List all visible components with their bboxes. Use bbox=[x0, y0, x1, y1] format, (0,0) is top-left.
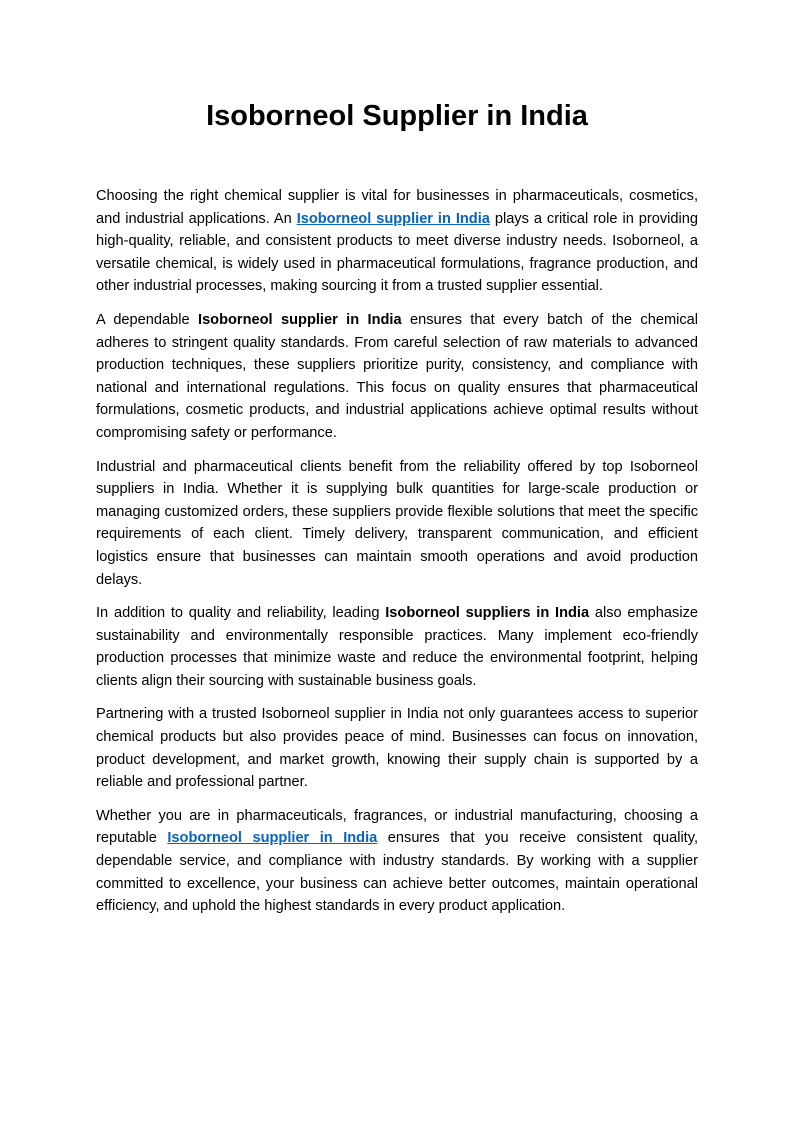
paragraph-text: Whether you are in pharmaceuticals, fragrances, or industrial manufacturing, choosing a reputable bbox=[96, 807, 698, 847]
paragraph-text: plays a critical role in providing high-quality, reliable, and consistent products to meet diverse industry needs. Isoborneol, a versatile chemical, is widely used in pharmaceutical formulations, fragrance production, and other industrial processes, making sourcing it from a trusted supplier essential. bbox=[96, 210, 698, 295]
paragraph-partnering: Partnering with a trusted Isoborneol supplier in India not only guarantees access to superior chemical products but also provides peace of mind. Businesses can focus on innovation, product development, and market growth, knowing their supply chain is supported by a reliable and professional partner. bbox=[96, 706, 698, 791]
paragraph-reliability: Industrial and pharmaceutical clients benefit from the reliability offered by top Isoborneol suppliers in India. Whether it is supplying bulk quantities for large-scale production or managing customized orders, these suppliers provide flexible solutions that meet the specific requirements of each client. Timely delivery, transparent communication, and efficient logistics ensure that businesses can maintain smooth operations and avoid production delays. bbox=[96, 458, 698, 588]
paragraph-quality bbox=[96, 309, 698, 445]
paragraph-text: Choosing the right chemical supplier is vital for businesses in pharmaceuticals, cosmetics, and industrial applications. An bbox=[96, 188, 698, 227]
isoborneol-supplier-link[interactable]: Isoborneol supplier in India bbox=[296, 210, 490, 227]
paragraph-conclusion bbox=[96, 805, 698, 918]
isoborneol-supplier-link[interactable]: Isoborneol supplier in India bbox=[167, 830, 378, 847]
paragraph-text: also emphasize sustainability and environmentally responsible practices. Many implement eco-friendly production processes that minimize waste and reduce the environmental footprint, helping clients align their sourcing with sustainable business goals. bbox=[96, 605, 698, 689]
paragraph-text: ensures that every batch of the chemical adheres to stringent quality standards. From careful selection of raw materials to advanced production techniques, these suppliers prioritize purity, consistency, and compliance with national and international regulations. This focus on quality ensures that pharmaceutical formulations, cosmetic products, and industrial applications achieve optimal results without compromising safety or performance. bbox=[96, 311, 699, 441]
page-title: Isoborneol Supplier in India bbox=[206, 100, 588, 132]
paragraph-text: In addition to quality and reliability, leading bbox=[96, 605, 386, 622]
document-body bbox=[96, 185, 698, 929]
paragraph-sustainability bbox=[96, 602, 698, 692]
bold-keyword: Isoborneol supplier in India bbox=[198, 311, 402, 328]
bold-keyword: Isoborneol suppliers in India bbox=[385, 605, 590, 622]
paragraph-intro bbox=[96, 185, 698, 298]
paragraph-text: A dependable bbox=[96, 311, 199, 328]
paragraph-text: ensures that you receive consistent quality, dependable service, and compliance with industry standards. By working with a supplier committed to excellence, your business can achieve better outcomes, maintain operational efficiency, and uphold the highest standards in every product application. bbox=[96, 830, 699, 915]
